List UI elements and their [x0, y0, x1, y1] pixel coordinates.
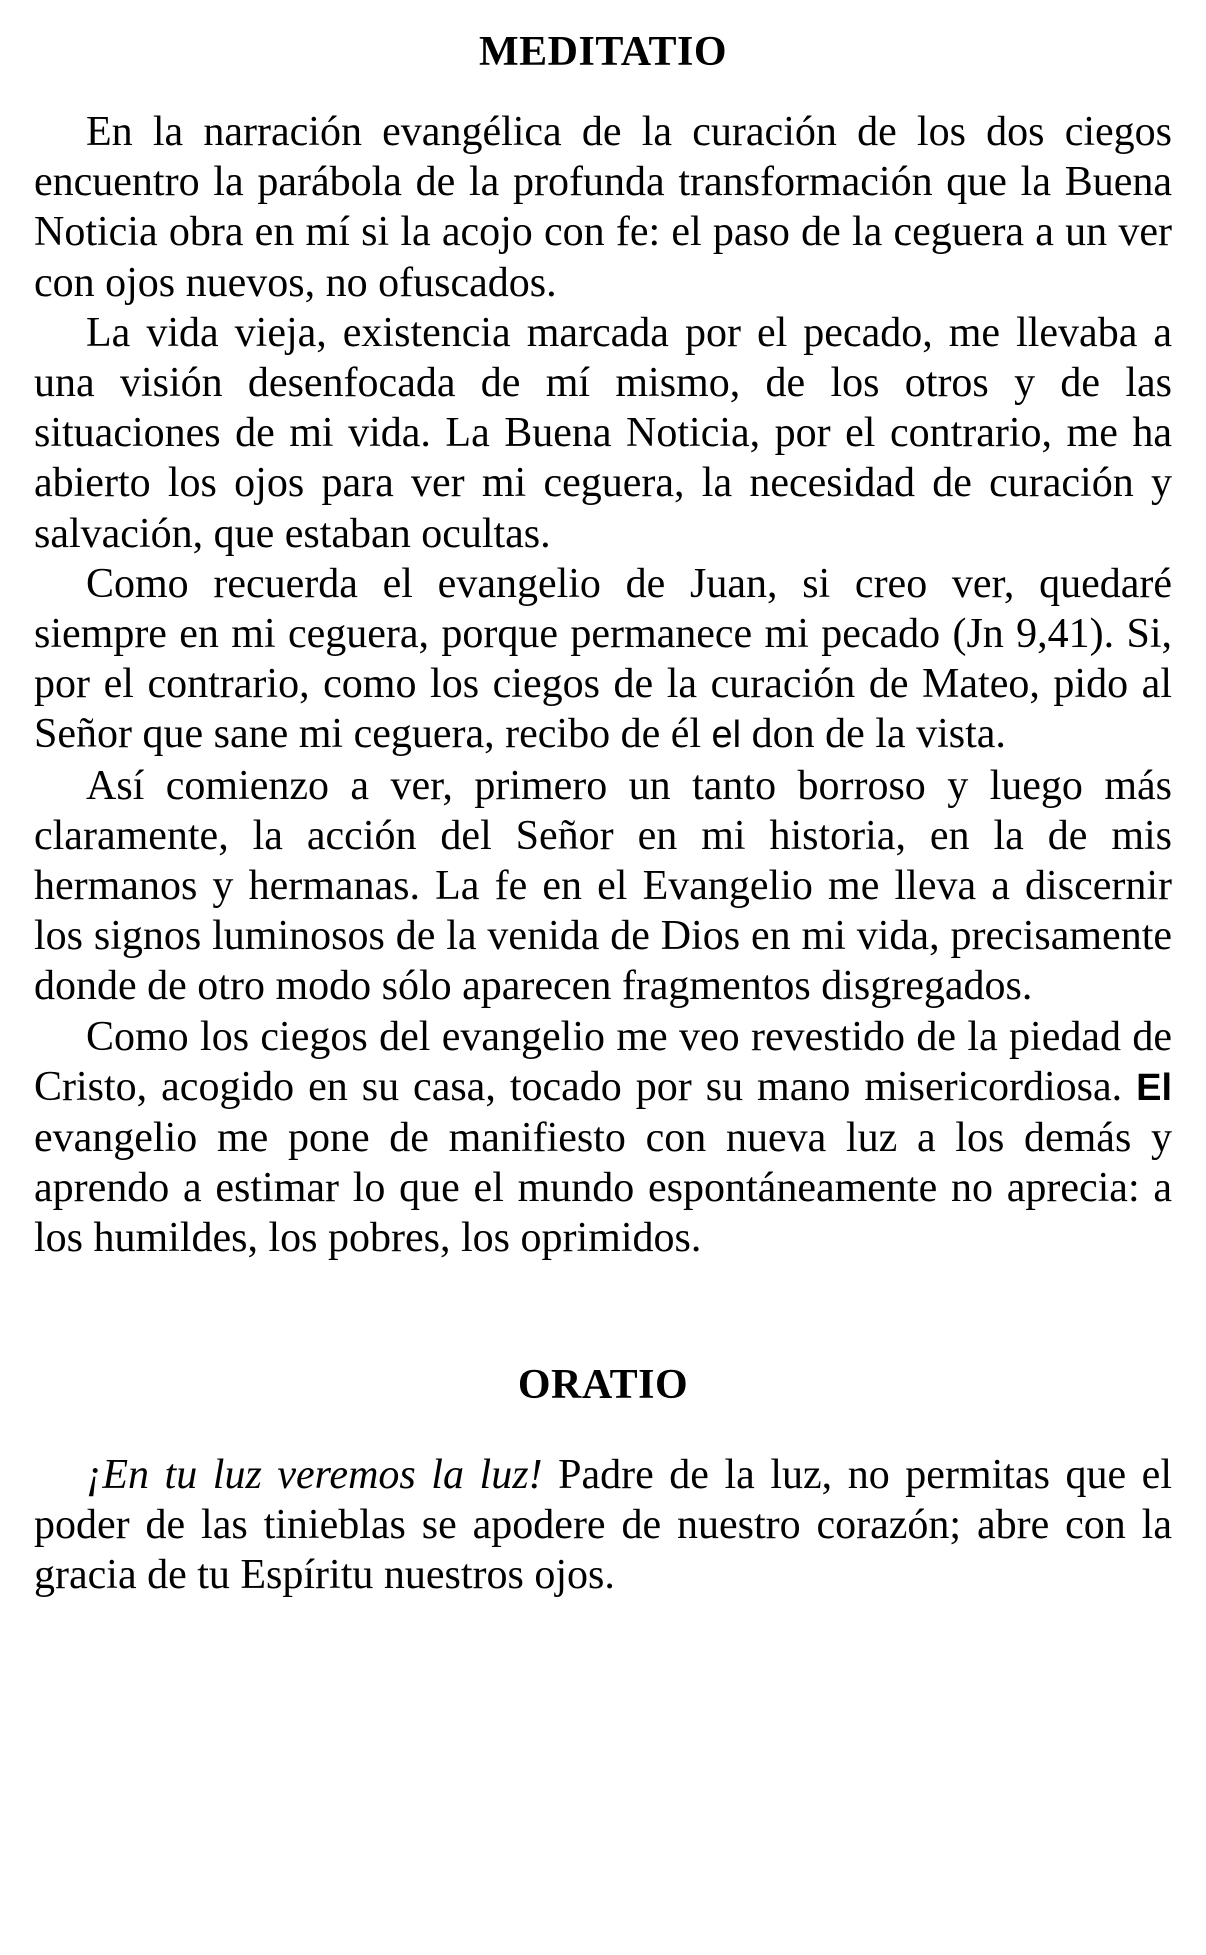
oratio-text: Padre de la luz, no permitas que el poder de las tinieblas se apodere de nuestro corazón; abre con la gracia de tu Espíritu nuestros ojos. — [34, 1451, 1172, 1599]
meditatio-paragraph-2: La vida vieja, existencia marcada por el pecado, me llevaba a una visión desenfocada de mí mismo, de los otros y de las situaciones de mi vida. La Buena Noticia, por el contrario, me ha abierto los ojos para ver mi ceguera, la necesidad de curación y salvación, que estaban ocultas. — [34, 309, 1172, 557]
paragraph-5-text-after: evangelio me pone de manifiesto con nueva luz a los demás y aprendo a estimar lo que el mundo espontáneamente no aprecia: a los humildes, los pobres, los oprimidos. — [34, 1115, 1172, 1262]
oratio-paragraph — [34, 1450, 1172, 1601]
oratio-italic-quote: ¡En tu luz veremos la luz! — [86, 1451, 543, 1498]
meditatio-paragraph-3 — [34, 559, 1172, 761]
meditatio-paragraph-4: Así comienzo a ver, primero un tanto borroso y luego más claramente, la acción del Señor en mi historia, en la de mis hermanos y hermanas. La fe en el Evangelio me lleva a discernir los signos luminosos de la venida de Dios en mi vida, precisamente donde de otro modo sólo aparecen fragmentos disgregados. — [34, 762, 1172, 1010]
paragraph-5-odd-font-word: El — [1136, 1066, 1172, 1109]
book-page — [34, 0, 1172, 1600]
oratio-heading: ORATIO — [517, 1361, 689, 1408]
paragraph-5-text-before: Como los ciegos del evangelio me veo revestido de la piedad de Cristo, acogido en su casa, tocado por su mano misericordiosa. — [34, 1013, 1172, 1110]
meditatio-paragraph-5 — [34, 1012, 1172, 1264]
meditatio-paragraph-1: En la narración evangélica de la curación de los dos ciegos encuentro la parábola de la profunda transformación que la Buena Noticia obra en mí si la acojo con fe: el paso de la ceguera a un ver con ojos nuevos, no ofuscados. — [34, 109, 1172, 306]
paragraph-3-text-after: don de la vista. — [741, 711, 1006, 758]
paragraph-3-text-before: Como recuerda el evangelio de Juan, si creo ver, quedaré siempre en mi ceguera, porque permanece mi pecado (Jn 9,41). Si, por el contrario, como los ciegos de la curación de Mateo, pido al Señor que sane mi ceguera, recibo de él — [34, 560, 1172, 758]
meditatio-heading: MEDITATIO — [479, 29, 727, 75]
paragraph-3-odd-font-word: el — [711, 714, 742, 757]
